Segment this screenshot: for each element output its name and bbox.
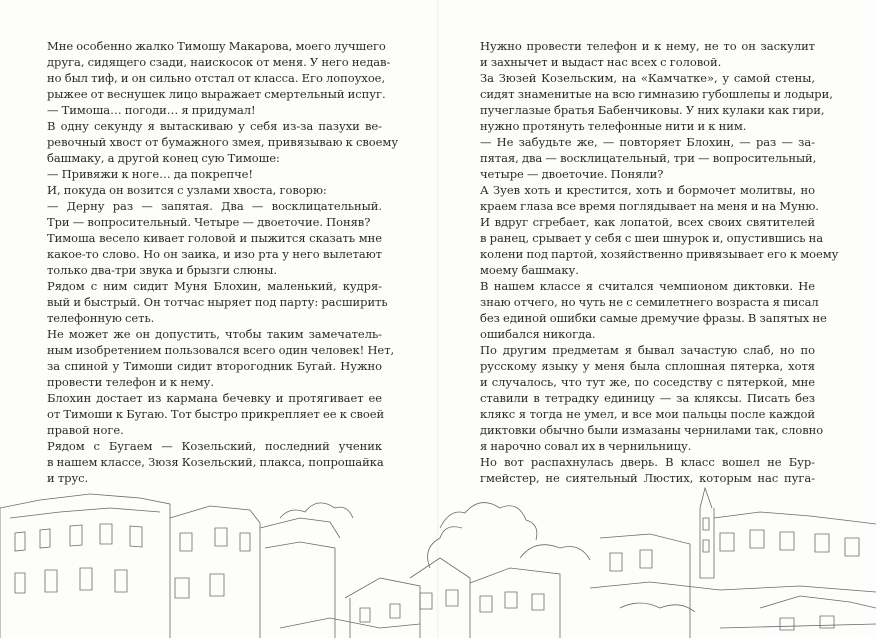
middle-houses-sketch: [345, 503, 590, 638]
text-line: пятая, два — восклицательный, три — вопросительный,: [480, 151, 817, 165]
text-line: знаю отчего, но чуть не с семилетнего возраста я писал: [480, 295, 819, 309]
paragraph: [480, 182, 839, 278]
text-line: правой ноге.: [47, 423, 124, 437]
text-line: В нашем классе я считался чемпионом диктовки. Не: [480, 279, 815, 293]
text-line: Рядом с ним сидит Муня Блохин, маленький, кудря-: [47, 279, 382, 293]
text-line: ошибался никогда.: [480, 327, 596, 341]
text-line: моему башмаку.: [480, 263, 579, 277]
paragraph: [480, 70, 833, 134]
text-line: — Не забудьте же, — повторяет Блохин, — раз — за-: [480, 135, 815, 149]
text-line: рыжее от веснушек лицо выражает смертельный испуг.: [47, 87, 386, 101]
text-line: сидят знаменитые на всю гимназию губошлепы и лодыри,: [480, 87, 833, 101]
text-line: и трус.: [47, 471, 89, 485]
paragraph: [47, 166, 382, 182]
right-buildings-sketch: [590, 488, 876, 638]
text-line: за спиной у Тимоши сидит второгодник Бугай. Нужно: [47, 359, 382, 373]
text-line: и случалось, что тут же, по соседству с пятеркой, мне: [480, 375, 815, 389]
right-page: [480, 38, 839, 486]
paragraph: [47, 198, 382, 230]
text-line: и захнычет и выдаст нас всех с головой.: [480, 55, 722, 69]
text-line: но был тиф, и он сильно отстал от класса. Его лопоухое,: [47, 71, 386, 85]
text-line: клякс я тогда не умел, и все мои пальцы после каждой: [480, 407, 815, 421]
paragraph: [47, 182, 382, 198]
text-line: ставили в тетрадку единицу — за кляксы. Писать без: [480, 391, 815, 405]
text-line: в ранец, срывает у себя с шеи шнурок и, опустившись на: [480, 231, 824, 245]
text-line: вый и быстрый. Он тотчас ныряет под парту: расширить: [47, 295, 388, 309]
text-line: Мне особенно жалко Тимошу Макарова, моего лучшего: [47, 39, 386, 53]
text-line: какое-то слово. Но он заика, и изо рта у него вылетают: [47, 247, 382, 261]
text-line: четыре — двоеточие. Поняли?: [480, 167, 664, 181]
paragraph: [47, 118, 399, 166]
left-page: [47, 38, 399, 486]
text-line: И, покуда он возится с узлами хвоста, говорю:: [47, 183, 327, 197]
paragraph: [47, 38, 391, 102]
text-line: ным изобретением пользовался всего один человек! Нет,: [47, 343, 395, 357]
text-line: В одну секунду я вытаскиваю у себя из-за пазухи ве-: [47, 119, 382, 133]
text-line: Не может же он допустить, чтобы таким замечатель-: [47, 327, 382, 341]
text-line: ревочный хвост от бумажного змея, привязываю к своему: [47, 135, 399, 149]
paragraph: [47, 102, 382, 118]
text-line: Блохин достает из кармана бечевку и протягивает ее: [47, 391, 382, 405]
text-line: только два-три звука и брызги слюны.: [47, 263, 277, 277]
text-line: — Дерну раз — запятая. Два — восклицательный.: [47, 199, 382, 213]
paragraph: [47, 230, 382, 278]
text-line: телефонную сеть.: [47, 311, 155, 325]
text-line: — Привяжи к ноге… да покрепче!: [47, 167, 253, 181]
text-line: гмейстер, не сиятельный Люстих, которым нас пуга-: [480, 471, 815, 485]
paragraph: [480, 134, 815, 182]
text-line: Но вот распахнулась дверь. В класс вошел не Бур-: [480, 455, 815, 469]
text-line: За Зюзей Козельским, на «Камчатке», у самой стены,: [480, 71, 815, 85]
text-line: диктовки обычно были измазаны чернилами так, словно: [480, 423, 824, 437]
text-line: По другим предметам я бывал зачастую слаб, но по: [480, 343, 815, 357]
text-line: пучеглазые братья Бабенчиковы. У них кулаки как гири,: [480, 103, 825, 117]
text-line: в нашем классе, Зюзя Козельский, плакса, попрошайка: [47, 455, 384, 469]
text-line: башмаку, а другой конец сую Тимоше:: [47, 151, 280, 165]
text-line: И вдруг сгребает, как лопатой, всех своих святителей: [480, 215, 815, 229]
text-line: Рядом с Бугаем — Козельский, последний ученик: [47, 439, 382, 453]
text-line: провести телефон и к нему.: [47, 375, 214, 389]
left-buildings-sketch: [0, 494, 420, 638]
text-line: друга, сидящего сзади, наискосок от меня. У него недав-: [47, 55, 391, 69]
paragraph: [480, 278, 827, 342]
text-line: русскому языку у меня была сплошная пятерка, хотя: [480, 359, 815, 373]
text-line: без единой ошибки самые дремучие фразы. В запятых не: [480, 311, 827, 325]
text-line: Нужно провести телефон и к нему, не то он заскулит: [480, 39, 815, 53]
text-line: колени под партой, хозяйственно привязывает его к моему: [480, 247, 839, 261]
paragraph: [47, 390, 385, 438]
text-line: Тимоша весело кивает головой и пыжится сказать мне: [47, 231, 382, 245]
text-line: краем глаза все время поглядывает на меня и на Муню.: [480, 199, 819, 213]
paragraph: [47, 326, 395, 390]
paragraph: [480, 38, 815, 70]
town-sketch-illustration: [0, 478, 876, 638]
text-line: от Тимоши к Бугаю. Тот быстро прикрепляет ее к своей: [47, 407, 385, 421]
text-line: Три — вопросительный. Четыре — двоеточие. Поняв?: [47, 215, 371, 229]
text-line: я нарочно совал их в чернильницу.: [480, 439, 692, 453]
text-line: нужно протянуть телефонные нити и к ним.: [480, 119, 747, 133]
text-line: А Зуев хоть и крестится, хоть и бормочет молитвы, но: [480, 183, 815, 197]
text-line: — Тимоша… погоди… я придумал!: [47, 103, 256, 117]
paragraph: [47, 278, 388, 326]
paragraph: [480, 342, 824, 454]
